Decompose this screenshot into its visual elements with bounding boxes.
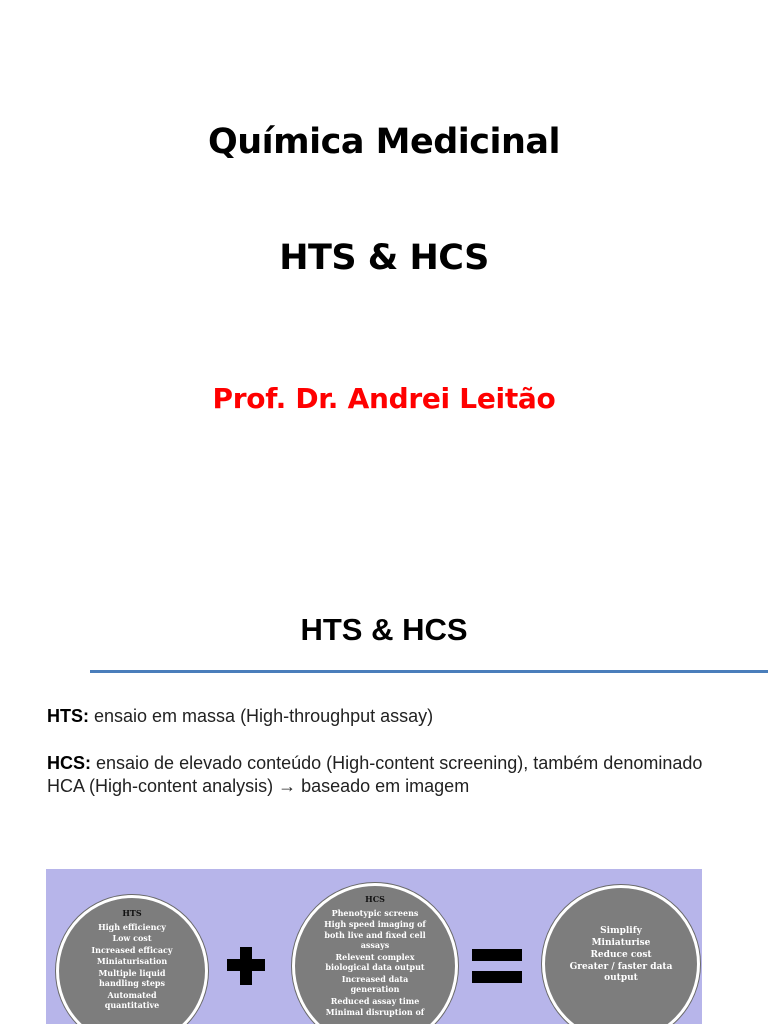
result-circle bbox=[542, 885, 700, 1024]
hcs-item: Relevent complex biological data output bbox=[325, 951, 425, 972]
hcs-term: HCS: bbox=[47, 753, 91, 773]
hts-item: Automated quantitative bbox=[104, 989, 160, 1010]
section-title: HTS & HCS bbox=[300, 612, 468, 647]
result-item: Reduce cost bbox=[590, 950, 652, 960]
result-item: Miniaturise bbox=[591, 938, 651, 948]
hcs-item: Minimal disruption of bbox=[325, 1007, 425, 1017]
author-name: Prof. Dr. Andrei Leitão bbox=[212, 382, 556, 415]
slide-subtitle: HTS & HCS bbox=[279, 238, 489, 278]
title-divider bbox=[90, 670, 768, 673]
hts-hcs-diagram bbox=[46, 869, 702, 1024]
hts-term: HTS: bbox=[47, 706, 89, 726]
hts-item: High efficiency bbox=[98, 921, 166, 932]
hcs-item: Increased data generation bbox=[341, 973, 409, 994]
hts-item: Miniaturisation bbox=[96, 956, 168, 966]
hcs-circle-heading: HCS bbox=[365, 894, 385, 904]
hts-circle bbox=[56, 895, 208, 1024]
hcs-circle bbox=[292, 883, 458, 1024]
hcs-item: High speed imaging of both live and fixed cell assays bbox=[324, 919, 426, 950]
hcs-item: Reduced assay time bbox=[330, 995, 420, 1006]
result-item: Greater / faster data output bbox=[569, 962, 673, 983]
hts-item: Low cost bbox=[112, 933, 152, 943]
hts-item: Multiple liquid handling steps bbox=[98, 967, 166, 988]
hts-description: ensaio em massa (High-throughput assay) bbox=[89, 706, 434, 726]
result-item: Simplify bbox=[600, 926, 642, 936]
hcs-description: ensaio de elevado conteúdo (High-content screening), também denominado HCA (High-content analysis) → baseado em imagem bbox=[47, 753, 703, 796]
hts-circle-heading: HTS bbox=[122, 908, 142, 918]
equals-sign-top bbox=[472, 949, 522, 961]
hcs-definition bbox=[47, 752, 707, 798]
equals-sign-bottom bbox=[472, 971, 522, 983]
hts-definition bbox=[47, 705, 707, 728]
plus-sign-horizontal bbox=[227, 959, 265, 971]
hcs-item: Phenotypic screens bbox=[331, 907, 419, 918]
hts-item: Increased efficacy bbox=[91, 944, 173, 955]
slide-title: Química Medicinal bbox=[207, 122, 561, 162]
